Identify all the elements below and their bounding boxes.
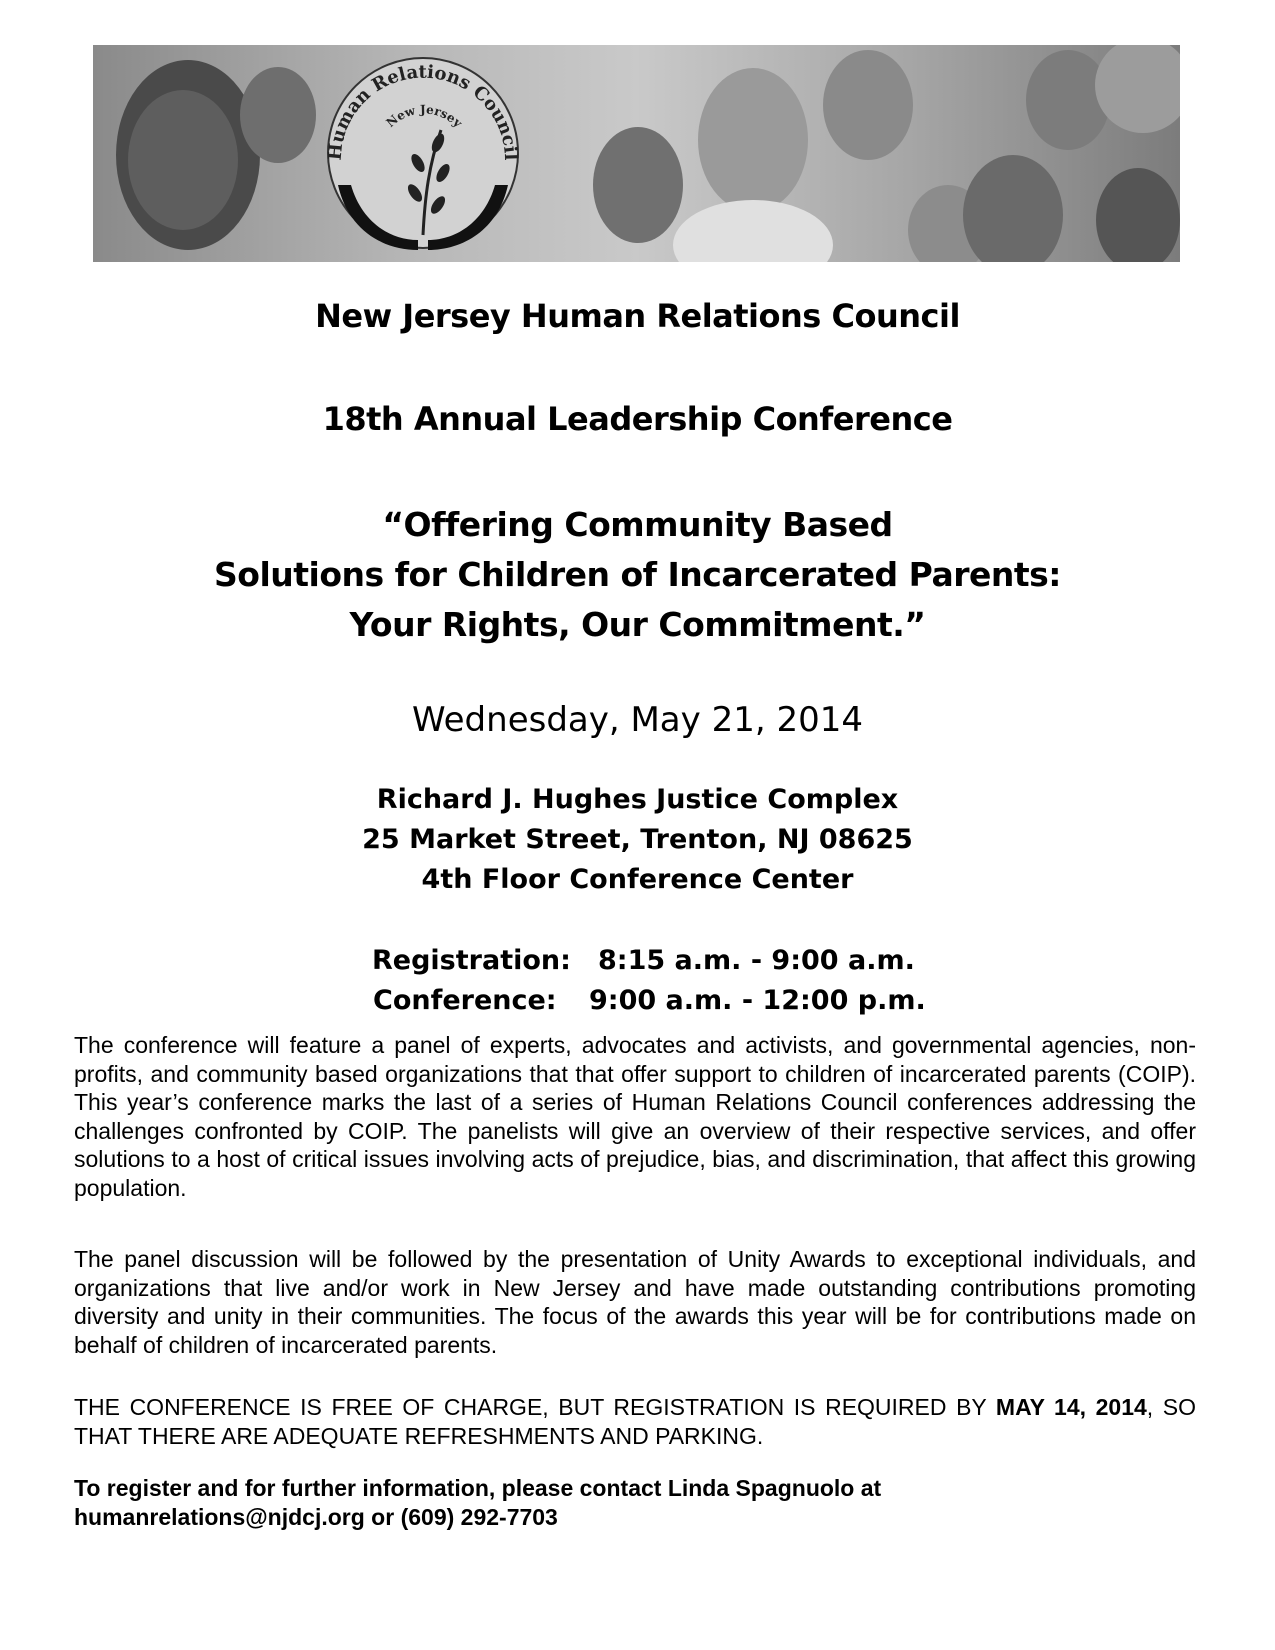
theme-line: Your Rights, Our Commitment.” bbox=[349, 605, 926, 644]
venue-address bbox=[0, 780, 1275, 900]
schedule-label: Conference: bbox=[373, 985, 557, 1016]
venue-line: 25 Market Street, Trenton, NJ 08625 bbox=[362, 824, 913, 855]
contact-line: To register and for further information, please contact Linda Spagnuolo at bbox=[74, 1475, 882, 1501]
description-paragraph: The conference will feature a panel of experts, advocates and activists, and governmental agencies, non-profits, and community based organizations that that offer support to children of incarcerated parents (COIP). This year’s conference marks the last of a series of Human Relations Council conferences addressing the challenges confronted by COIP. The panelists will give an overview of their respective services, and offer solutions to a host of critical issues involving acts of prejudice, bias, and discrimination, that affect this growing population. bbox=[74, 1032, 1196, 1201]
schedule-time: 9:00 a.m. - 12:00 p.m. bbox=[589, 985, 926, 1016]
conference-title: 18th Annual Leadership Conference bbox=[322, 400, 953, 438]
conference-theme bbox=[0, 500, 1275, 650]
registration-notice bbox=[74, 1393, 1196, 1450]
logo-arc-text: Human Relations Council bbox=[324, 61, 522, 162]
logo-sub-text: New Jersey bbox=[383, 102, 465, 131]
schedule-time: 8:15 a.m. - 9:00 a.m. bbox=[598, 945, 915, 976]
schedule-row-registration bbox=[0, 941, 1275, 981]
registration-deadline: MAY 14, 2014 bbox=[995, 1394, 1147, 1420]
theme-line: “Offering Community Based bbox=[382, 505, 893, 544]
contact-info bbox=[74, 1474, 1196, 1531]
notice-text: , SO THAT THERE ARE ADEQUATE REFRESHMENTS AND PARKING. bbox=[74, 1394, 1196, 1449]
awards-paragraph: The panel discussion will be followed by the presentation of Unity Awards to exceptional individuals, and organizations that live and/or work in New Jersey and have made outstanding contributions promoting diversity and unity in their communities. The focus of the awards this year will be for contributions made on behalf of children of incarcerated parents. bbox=[74, 1246, 1196, 1358]
schedule-row-conference bbox=[0, 981, 1275, 1021]
notice-text: THE CONFERENCE IS FREE OF CHARGE, BUT REGISTRATION IS REQUIRED BY bbox=[74, 1394, 996, 1420]
schedule-label: Registration: bbox=[372, 945, 571, 976]
event-date: Wednesday, May 21, 2014 bbox=[412, 700, 863, 740]
venue-line: 4th Floor Conference Center bbox=[421, 864, 854, 895]
header-banner-image bbox=[93, 45, 1180, 262]
schedule bbox=[0, 941, 1275, 1021]
council-logo bbox=[325, 58, 521, 250]
organization-title: New Jersey Human Relations Council bbox=[315, 297, 960, 335]
contact-line: humanrelations@njdcj.org or (609) 292-7703 bbox=[74, 1503, 558, 1530]
venue-line: Richard J. Hughes Justice Complex bbox=[376, 784, 899, 815]
theme-line: Solutions for Children of Incarcerated Parents: bbox=[214, 555, 1061, 594]
banner-photo-collage bbox=[93, 45, 1180, 262]
